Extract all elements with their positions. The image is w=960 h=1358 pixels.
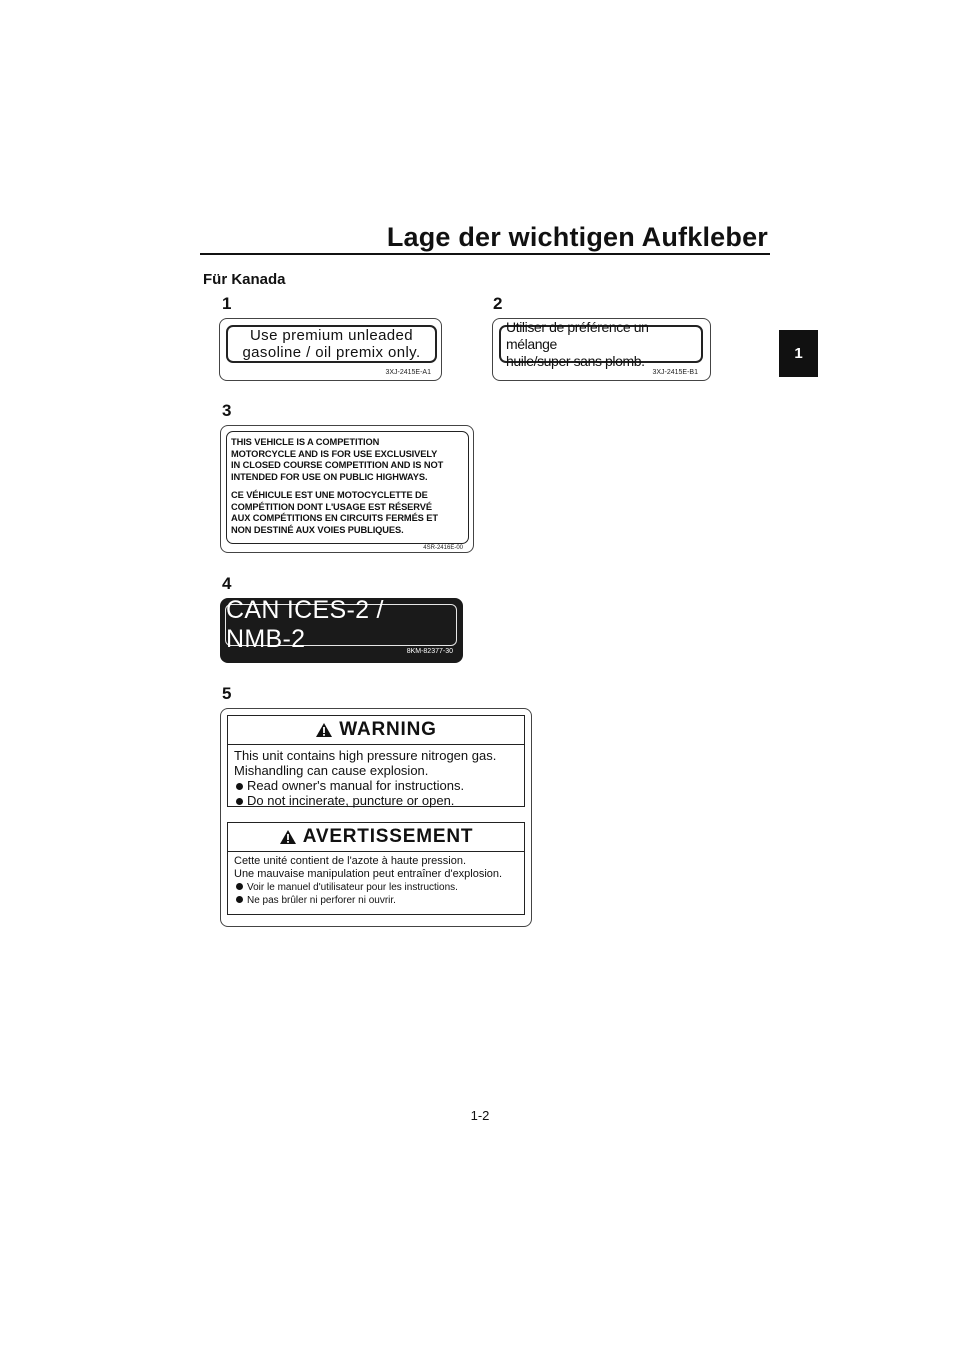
sticker-3-fr-line: NON DESTINÉ AUX VOIES PUBLIQUES. [231, 524, 404, 535]
label-number-5: 5 [222, 684, 232, 703]
sticker-1-line-2: gasoline / oil premix only. [242, 344, 421, 361]
avertissement-panel [227, 822, 525, 915]
sticker-2-line-2: huile/super sans plomb. [506, 352, 645, 369]
page-title: Lage der wichtigen Aufkleber [386, 222, 768, 252]
label-number-3: 3 [222, 401, 232, 420]
sticker-3-part-number: 4SR-2416E-00 [423, 545, 463, 551]
bullet-dot-icon [236, 896, 243, 903]
label-number-1: 1 [222, 294, 232, 313]
warning-bullet [234, 793, 524, 808]
warning-triangle-icon [315, 722, 333, 738]
bullet-dot-icon [236, 783, 243, 790]
sticker-2-part-number: 3XJ-2415E-B1 [652, 369, 698, 376]
bullet-dot-icon [236, 883, 243, 890]
sticker-3-en-line: IN CLOSED COURSE COMPETITION AND IS NOT [231, 460, 444, 470]
sticker-3-french [231, 490, 468, 536]
sticker-3-text-box [226, 431, 469, 544]
sticker-3-en-line: INTENDED FOR USE ON PUBLIC HIGHWAYS. [231, 471, 428, 482]
section-label: Für Kanada [203, 271, 286, 288]
page-number: 1-2 [470, 1108, 490, 1123]
avertissement-bullet-text: Voir le manuel d'utilisateur pour les instructions. [247, 882, 458, 893]
label-number-2: 2 [493, 294, 503, 313]
sticker-3-fr-line: AUX COMPÉTITIONS EN CIRCUITS FERMÉS ET [231, 513, 438, 523]
sticker-can-ices [220, 598, 463, 663]
warning-bullet-text: Read owner's manual for instructions. [247, 778, 465, 793]
sticker-2-line-1: Utiliser de préférence un mélange [506, 318, 649, 352]
sticker-1-part-number: 3XJ-2415E-A1 [385, 369, 431, 376]
sticker-2-text-box [499, 318, 703, 369]
sticker-nitrogen-warning [220, 708, 532, 927]
avertissement-line: Cette unité contient de l'azote à haute pression. [234, 855, 467, 867]
warning-bullet [234, 778, 524, 793]
avertissement-bullet-text: Ne pas brûler ni perforer ni ouvrir. [247, 895, 396, 906]
label-number-4: 4 [222, 574, 232, 593]
sticker-4-part-number: 8KM-82377-30 [406, 648, 453, 655]
sticker-3-fr-line: COMPÉTITION DONT L'USAGE EST RÉSERVÉ [231, 501, 432, 512]
avertissement-heading-text: AVERTISSEMENT [302, 826, 474, 847]
sticker-premium-fuel [219, 318, 442, 381]
sticker-1-text-box [226, 325, 437, 363]
warning-heading [228, 716, 524, 745]
warning-heading-text: WARNING [339, 719, 437, 740]
sticker-1-line-1: Use premium unleaded [249, 327, 414, 344]
sticker-3-en-line: MOTORCYCLE AND IS FOR USE EXCLUSIVELY [231, 448, 438, 459]
sticker-3-fr-line: CE VÉHICULE EST UNE MOTOCYCLETTE DE [231, 490, 428, 500]
avertissement-bullet [234, 894, 524, 907]
warning-bullet-text: Do not incinerate, puncture or open. [247, 793, 455, 808]
sticker-3-english [231, 437, 468, 483]
bullet-dot-icon [236, 798, 243, 805]
title-rule [200, 253, 770, 255]
warning-body [228, 745, 524, 808]
warning-triangle-icon [279, 829, 297, 845]
avertissement-heading [228, 823, 524, 852]
warning-line: This unit contains high pressure nitrogen gas. [234, 748, 497, 763]
chapter-tab: 1 [779, 330, 818, 377]
sticker-3-en-line: THIS VEHICLE IS A COMPETITION [231, 437, 380, 447]
warning-panel [227, 715, 525, 807]
sticker-melange-fr [492, 318, 711, 381]
sticker-4-text: CAN ICES-2 / NMB-2 [225, 604, 457, 646]
avertissement-line: Une mauvaise manipulation peut entraîner d'explosion. [234, 868, 503, 880]
avertissement-bullet [234, 881, 524, 894]
sticker-competition-notice [220, 425, 474, 553]
avertissement-body [228, 852, 524, 907]
warning-line: Mishandling can cause explosion. [234, 763, 429, 778]
